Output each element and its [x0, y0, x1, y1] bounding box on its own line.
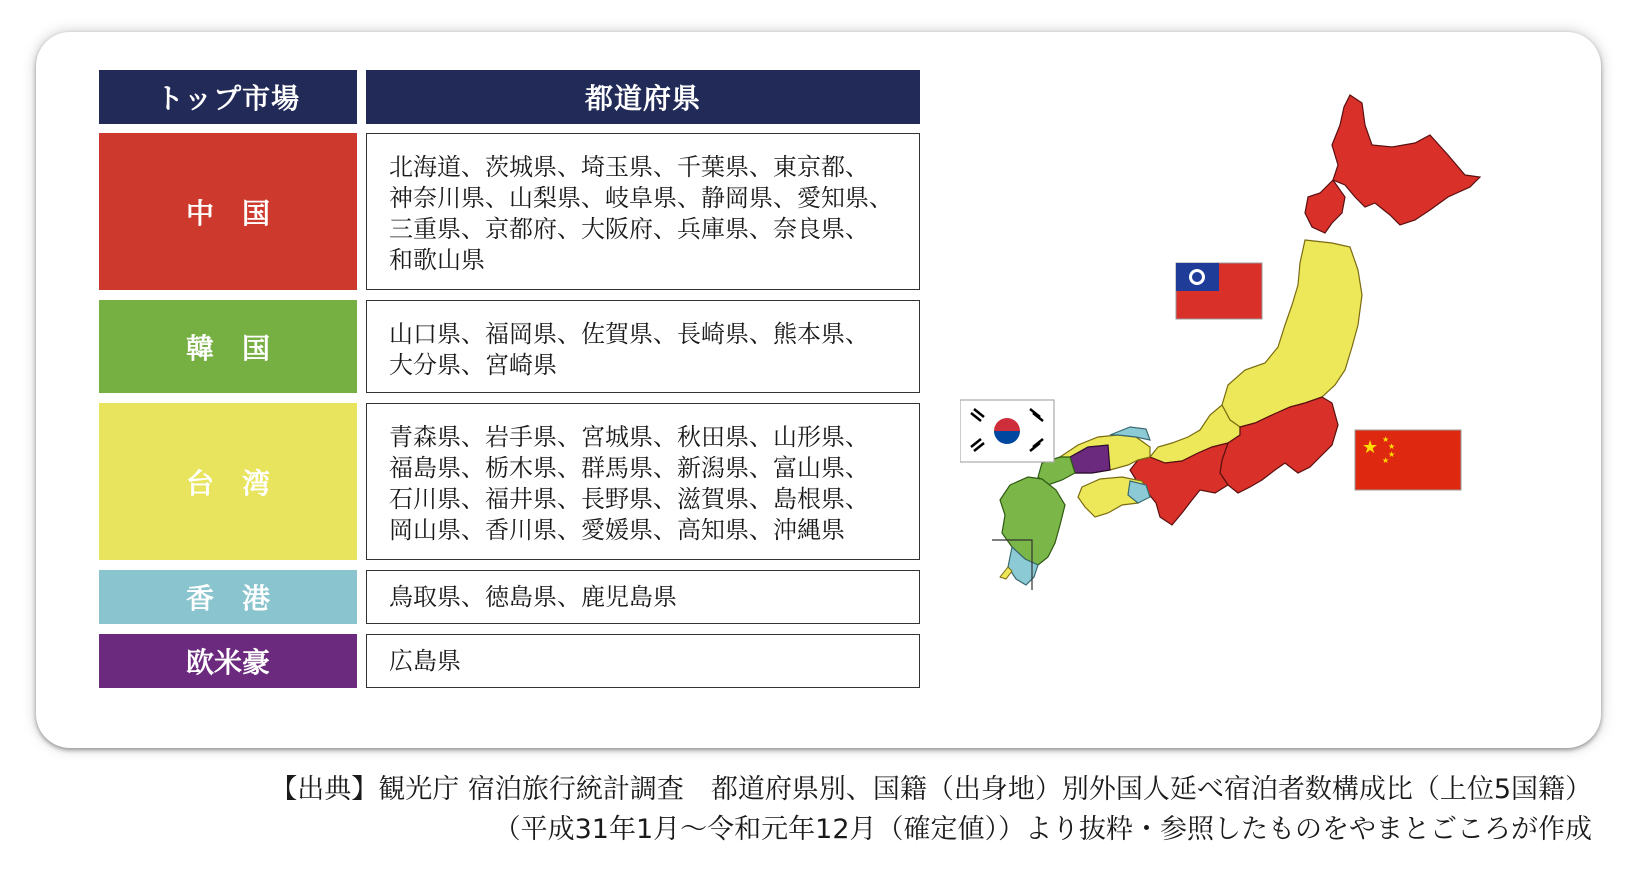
- okinawa-island: [1000, 567, 1012, 579]
- prefectures-korea: [366, 300, 920, 393]
- prefecture-line: 福島県、栃木県、群馬県、新潟県、富山県、: [389, 454, 869, 482]
- prefectures-western: [366, 634, 920, 688]
- svg-text:★: ★: [1362, 437, 1379, 458]
- market-hongkong: 香 港: [99, 570, 357, 624]
- prefectures-hongkong: [366, 570, 920, 624]
- market-korea: 韓 国: [99, 300, 357, 393]
- prefecture-line: 三重県、京都府、大阪府、兵庫県、奈良県、: [389, 215, 869, 243]
- prefecture-line: 大分県、宮崎県: [389, 351, 557, 379]
- korea-flag: [960, 400, 1054, 462]
- prefectures-china: [366, 133, 920, 290]
- svg-text:★: ★: [1388, 450, 1396, 459]
- prefecture-line: 和歌山県: [389, 246, 485, 274]
- svg-text:★: ★: [1388, 442, 1396, 451]
- header-top-market: トップ市場: [99, 70, 357, 124]
- prefecture-line: 岡山県、香川県、愛媛県、高知県、沖縄県: [389, 516, 845, 544]
- source-line-2: （平成31年1月～令和元年12月（確定値））より抜粋・参照したものをやまとごころが作成: [493, 814, 1592, 845]
- header-prefecture: 都道府県: [366, 70, 920, 124]
- prefecture-line: 広島県: [389, 646, 461, 675]
- svg-text:★: ★: [1382, 456, 1390, 465]
- hokkaido-peninsula: [1305, 180, 1345, 233]
- prefecture-line: 北海道、茨城県、埼玉県、千葉県、東京都、: [389, 153, 869, 181]
- market-taiwan: 台 湾: [99, 403, 357, 560]
- svg-text:★: ★: [1382, 435, 1390, 444]
- market-china: 中 国: [99, 133, 357, 290]
- hokkaido-region: [1332, 95, 1480, 225]
- prefecture-line: 神奈川県、山梨県、岐阜県、静岡県、愛知県、: [389, 184, 893, 212]
- source-note: [270, 770, 1592, 850]
- prefecture-line: 鳥取県、徳島県、鹿児島県: [389, 582, 677, 611]
- japan-map: [960, 85, 1520, 625]
- source-line-1: 【出典】観光庁 宿泊旅行統計調査 都道府県別、国籍（出身地）別外国人延べ宿泊者数構成比（上位5国籍）: [270, 774, 1592, 805]
- prefecture-line: 青森県、岩手県、宮城県、秋田県、山形県、: [389, 423, 869, 451]
- market-western: 欧米豪: [99, 634, 357, 688]
- china-flag: [1355, 430, 1461, 490]
- taiwan-flag: [1176, 263, 1262, 319]
- prefectures-taiwan: [366, 403, 920, 560]
- prefecture-line: 石川県、福井県、長野県、滋賀県、島根県、: [389, 485, 869, 513]
- prefecture-line: 山口県、福岡県、佐賀県、長崎県、熊本県、: [389, 320, 869, 348]
